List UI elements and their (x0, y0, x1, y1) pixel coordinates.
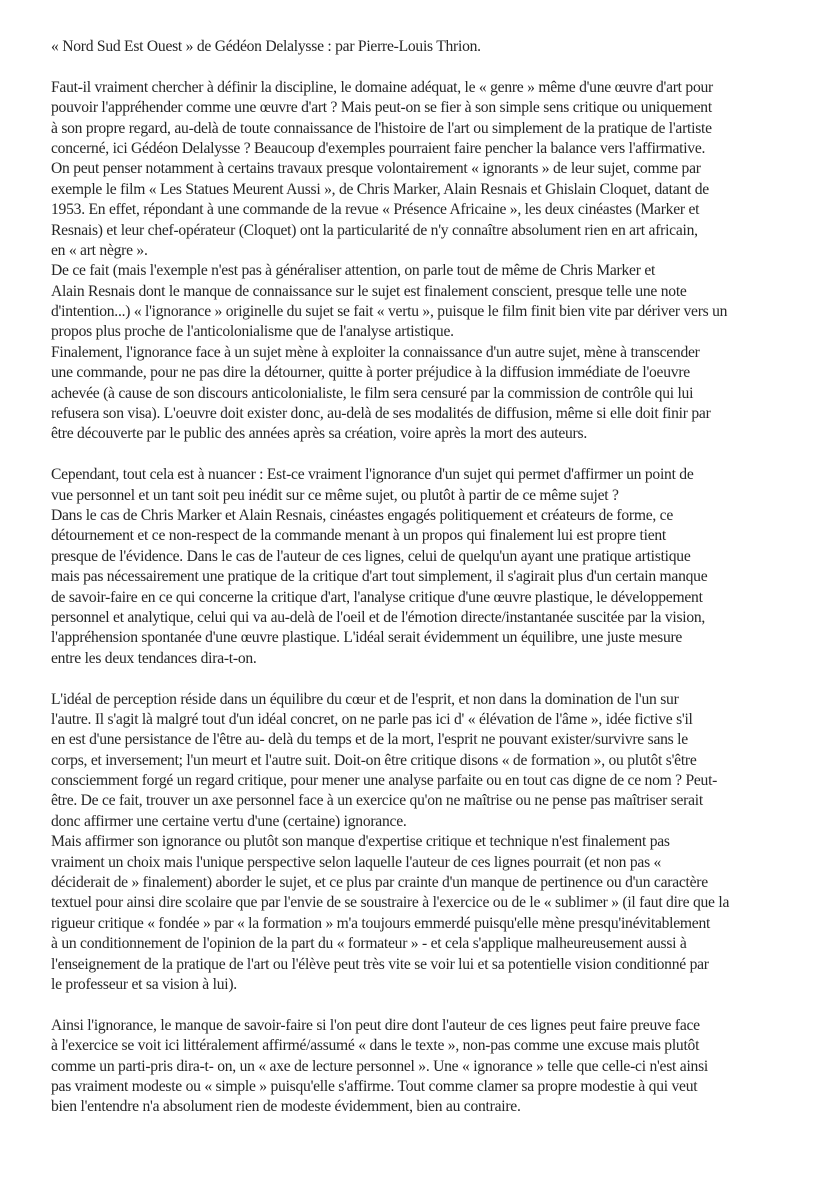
text-line: Dans le cas de Chris Marker et Alain Resnais, cinéastes engagés politiquement et créateurs de forme, ce (51, 506, 674, 524)
text-line: pouvoir l'appréhender comme une œuvre d'art ? Mais peut-on se fier à son simple sens critique ou uniquement (51, 99, 712, 117)
spacer (51, 445, 831, 465)
text-line: rigueur critique « fondée » par « la formation » m'a toujours emmerdé puisqu'elle mène presqu'inévitablement (51, 914, 711, 932)
document-page (51, 37, 831, 1118)
text-line: De ce fait (mais l'exemple n'est pas à généraliser attention, on parle tout de même de Chris Marker et (51, 262, 656, 280)
text-line: le professeur et sa vision à lui). (51, 975, 237, 993)
text-line: l'enseignement de la pratique de l'art ou l'élève peut très vite se voir lui et sa potentielle vision conditionné par (51, 955, 709, 973)
text-line: Faut-il vraiment chercher à définir la discipline, le domaine adéquat, le « genre » même d'une œuvre d'art pour (51, 78, 713, 96)
paragraph-3 (51, 690, 831, 996)
text-line: presque de l'évidence. Dans le cas de l'auteur de ces lignes, celui de quelqu'un ayant une pratique artistique (51, 547, 691, 565)
text-line: 1953. En effet, répondant à une commande de la revue « Présence Africaine », les deux cinéastes (Marker et (51, 201, 700, 219)
document-title: « Nord Sud Est Ouest » de Gédéon Delalysse : par Pierre-Louis Thrion. (51, 38, 481, 55)
text-line: détournement et ce non-respect de la commande menant à un propos qui finalement lui est propre tient (51, 527, 666, 545)
text-line: en est d'une persistance de l'être au- delà du temps et de la mort, l'esprit ne pouvant exister/survivre sans le (51, 731, 688, 749)
text-line: Resnais) et leur chef-opérateur (Cloquet) ont la particularité de n'y connaître absolument rien en art africain, (51, 221, 698, 239)
text-line: donc affirmer une certaine vertu d'une (certaine) ignorance. (51, 812, 407, 830)
text-line: propos plus proche de l'anticolonialisme que de l'analyse artistique. (51, 323, 454, 341)
text-line: personnel et analytique, celui qui va au-delà de l'oeil et de l'émotion directe/instantanée suscitée par la vision, (51, 608, 706, 626)
text-line: bien l'entendre n'a absolument rien de modeste évidemment, bien au contraire. (51, 1098, 521, 1116)
text-line: Finalement, l'ignorance face à un sujet mène à exploiter la connaissance d'un autre sujet, mène à transcender (51, 343, 700, 361)
spacer (51, 995, 831, 1015)
text-line: entre les deux tendances dira-t-on. (51, 649, 257, 667)
text-line: déciderait de » finalement) aborder le sujet, et ce plus par crainte d'un manque de pertinence ou d'un caractère (51, 874, 708, 892)
text-line: à un conditionnement de l'opinion de la part du « formateur » - et cela s'applique malheureusement aussi à (51, 935, 687, 953)
text-line: comme un parti-pris dira-t- on, un « axe de lecture personnel ». Une « ignorance » telle que celle-ci n'est ainsi (51, 1057, 708, 1075)
text-line: L'idéal de perception réside dans un équilibre du cœur et de l'esprit, et non dans la domination de l'un sur (51, 690, 679, 708)
text-line: l'appréhension spontanée d'une œuvre plastique. L'idéal serait évidemment un équilibre, une juste mesure (51, 629, 683, 647)
text-line: consciemment forgé un regard critique, pour mener une analyse parfaite ou en tout cas digne de ce nom ? Peut- (51, 772, 718, 790)
text-line: achevée (à cause de son discours anticolonialiste, le film sera censuré par la commission de contrôle qui lui (51, 384, 694, 402)
text-line: Mais affirmer son ignorance ou plutôt son manque d'expertise critique et technique n'est finalement pas (51, 833, 670, 851)
paragraph-4 (51, 1016, 831, 1118)
text-line: mais pas nécessairement une pratique de la critique d'art tout simplement, il s'agirait plus d'un certain manque (51, 568, 708, 586)
text-line: à l'exercice se voit ici littéralement affirmé/assumé « dans le texte », non-pas comme une excuse mais plutôt (51, 1037, 700, 1055)
text-line: Alain Resnais dont le manque de connaissance sur le sujet est finalement conscient, presque telle une note (51, 282, 687, 300)
text-line: vue personnel et un tant soit peu inédit sur ce même sujet, ou plutôt à partir de ce même sujet ? (51, 486, 619, 504)
text-line: être. De ce fait, trouver un axe personnel face à un exercice qu'on ne maîtrise ou ne pense pas maîtriser serait (51, 792, 703, 810)
text-line: l'autre. Il s'agit là malgré tout d'un idéal concret, on ne parle pas ici d' « élévation de l'âme », idée fictive s'il (51, 710, 693, 728)
text-line: en « art nègre ». (51, 241, 148, 259)
text-line: Cependant, tout cela est à nuancer : Est-ce vraiment l'ignorance d'un sujet qui permet d'affirmer un point de (51, 466, 694, 484)
text-line: de savoir-faire en ce qui concerne la critique d'art, l'analyse critique d'une œuvre plastique, le développement (51, 588, 703, 606)
text-line: corps, et inversement; l'un meurt et l'autre suit. Doit-on être critique disons « de formation », ou plutôt s'être (51, 751, 697, 769)
text-line: Ainsi l'ignorance, le manque de savoir-faire si l'on peut dire dont l'auteur de ces lignes peut faire preuve face (51, 1016, 700, 1034)
paragraph-1 (51, 78, 831, 445)
text-line: à son propre regard, au-delà de toute connaissance de l'histoire de l'art ou simplement de la pratique de l'artiste (51, 119, 712, 137)
text-line: exemple le film « Les Statues Meurent Aussi », de Chris Marker, Alain Resnais et Ghislain Cloquet, datant de (51, 180, 709, 198)
text-line: une commande, pour ne pas dire la détourner, quitte à porter préjudice à la diffusion immédiate de l'oeuvre (51, 364, 690, 382)
text-line: On peut penser notamment à certains travaux presque volontairement « ignorants » de leur sujet, comme par (51, 160, 701, 178)
paragraph-2 (51, 465, 831, 669)
text-line: vraiment un choix mais l'unique perspective selon laquelle l'auteur de ces lignes pourrait (et non pas « (51, 853, 662, 871)
text-line: concerné, ici Gédéon Delalysse ? Beaucoup d'exemples pourraient faire pencher la balance vers l'affirmative. (51, 139, 706, 157)
text-line: refusera son visa). L'oeuvre doit exister donc, au-delà de ses modalités de diffusion, même si elle doit finir par (51, 405, 711, 423)
spacer (51, 57, 831, 77)
spacer (51, 669, 831, 689)
text-line: pas vraiment modeste ou « simple » puisqu'elle s'affirme. Tout comme clamer sa propre modestie à qui veut (51, 1077, 698, 1095)
text-line: textuel pour ainsi dire scolaire que par l'envie de se soustraire à l'exercice ou de le « sublimer » (il faut dire que la (51, 894, 730, 912)
text-line: être découverte par le public des années après sa création, voire après la mort des auteurs. (51, 425, 587, 443)
text-line: d'intention...) « l'ignorance » originelle du sujet se fait « vertu », puisque le film finit bien vite par dériver vers un (51, 303, 728, 321)
